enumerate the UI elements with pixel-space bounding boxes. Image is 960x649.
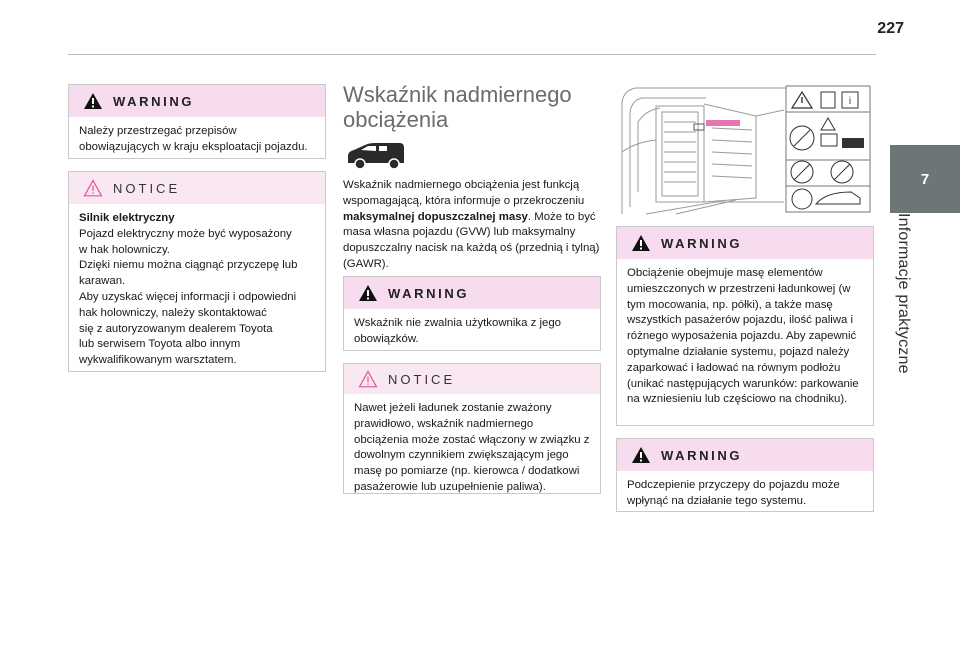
warning-header <box>617 439 873 471</box>
warning-label: WARNING <box>661 235 743 251</box>
section-title <box>343 82 593 132</box>
warning-header <box>617 227 873 259</box>
notice-heading: Silnik elektryczny <box>79 212 175 224</box>
warning-box-trailer <box>616 438 874 512</box>
van-icon <box>345 141 407 171</box>
notice-body <box>69 204 325 377</box>
page-number: 227 <box>877 20 904 37</box>
notice-line: wykwalifikowanym warsztatem. <box>79 354 237 367</box>
notice-triangle-icon <box>83 179 103 197</box>
warning-triangle-icon <box>83 92 103 110</box>
warning-box-responsibility <box>343 276 601 351</box>
warning-box-regulations <box>68 84 326 159</box>
notice-line: Pojazd elektryczny może być wyposażony <box>79 227 292 240</box>
warning-body <box>617 259 873 416</box>
chapter-tab[interactable] <box>890 145 960 213</box>
warning-label: WARNING <box>388 285 470 301</box>
notice-box-weighing <box>343 363 601 494</box>
chapter-title: Informacje praktyczne <box>895 213 912 374</box>
warning-triangle-icon <box>631 234 651 252</box>
warning-text: Wskaźnik nie zwalnia użytkownika z jego obowiązków. <box>354 317 562 345</box>
section-title-line1: Wskaźnik nadmiernego <box>343 82 572 107</box>
notice-body <box>344 394 600 504</box>
warning-text: Podczepienie przyczepy do pojazdu może wpłynąć na działanie tego systemu. <box>627 479 840 507</box>
warning-body <box>69 117 325 164</box>
warning-header <box>69 85 325 117</box>
warning-label: WARNING <box>661 447 743 463</box>
warning-box-load-composition <box>616 226 874 426</box>
notice-box-electric-motor <box>68 171 326 372</box>
chapter-title-wrap <box>890 213 924 383</box>
top-divider <box>68 54 876 55</box>
notice-text: Nawet jeżeli ładunek zostanie zważony prawidłowo, wskaźnik nadmiernego obciążenia może zostać włączony w związku z dowolnym czynnikiem zwiększającym jego masę po pomiarze (np. kierowca / dodatkowi pasażerowie lub uzupełnienie paliwa). <box>354 402 590 493</box>
warning-triangle-icon <box>358 284 378 302</box>
warning-body <box>344 309 600 356</box>
notice-line: karawan. <box>79 275 126 288</box>
notice-line: Aby uzyskać więcej informacji i odpowiedni <box>79 290 297 303</box>
cargo-area-load-indicator-illustration <box>616 82 874 216</box>
notice-line: Dzięki niemu można ciągnąć przyczepę lub <box>79 259 298 272</box>
warning-header <box>344 277 600 309</box>
svg-text:i: i <box>848 96 852 107</box>
warning-text: Obciążenie obejmuje masę elementów umieszczonych w przestrzeni ładunkowej (w tym mocowania, np. półki), a także masę wszystkich pasażerów pojazdu, ilość paliwa i różnego wyposażenia pojazdu. Aby zapewnić optymalne działanie systemu, pojazd należy zaparkować i ładować na równym podłożu (unikać następujących warunków: parkowanie na wzniesieniu lub częściowo na chodniku). <box>627 267 859 406</box>
notice-header <box>69 172 325 204</box>
notice-line: hak holowniczy, należy skontaktować <box>79 306 267 319</box>
intro-text-2: . Może to być masa własna pojazdu (GVW) lub maksymalny dopuszczalny nacisk na każdą oś (przednią i tylną) (GAWR). <box>343 210 600 270</box>
warning-body <box>617 471 873 518</box>
warning-text: Należy przestrzegać przepisów obowiązujących w kraju eksploatacji pojazdu. <box>79 125 308 153</box>
warning-label: WARNING <box>113 93 195 109</box>
intro-paragraph <box>343 178 601 273</box>
notice-header <box>344 364 600 394</box>
notice-line: się z autoryzowanym dealerem Toyota <box>79 322 273 335</box>
intro-text-1: Wskaźnik nadmiernego obciążenia jest funkcją wspomagającą, która informuje o przekroczeniu <box>343 179 585 207</box>
chapter-number: 7 <box>920 170 930 188</box>
intro-bold: maksymalnej dopuszczalnej masy <box>343 210 528 223</box>
notice-label: NOTICE <box>113 180 181 196</box>
notice-label: NOTICE <box>388 371 456 387</box>
notice-triangle-icon <box>358 370 378 388</box>
section-title-line2: obciążenia <box>343 107 449 132</box>
warning-triangle-icon <box>631 446 651 464</box>
notice-line: w hak holowniczy. <box>79 243 170 256</box>
notice-line: lub serwisem Toyota albo innym <box>79 338 241 351</box>
